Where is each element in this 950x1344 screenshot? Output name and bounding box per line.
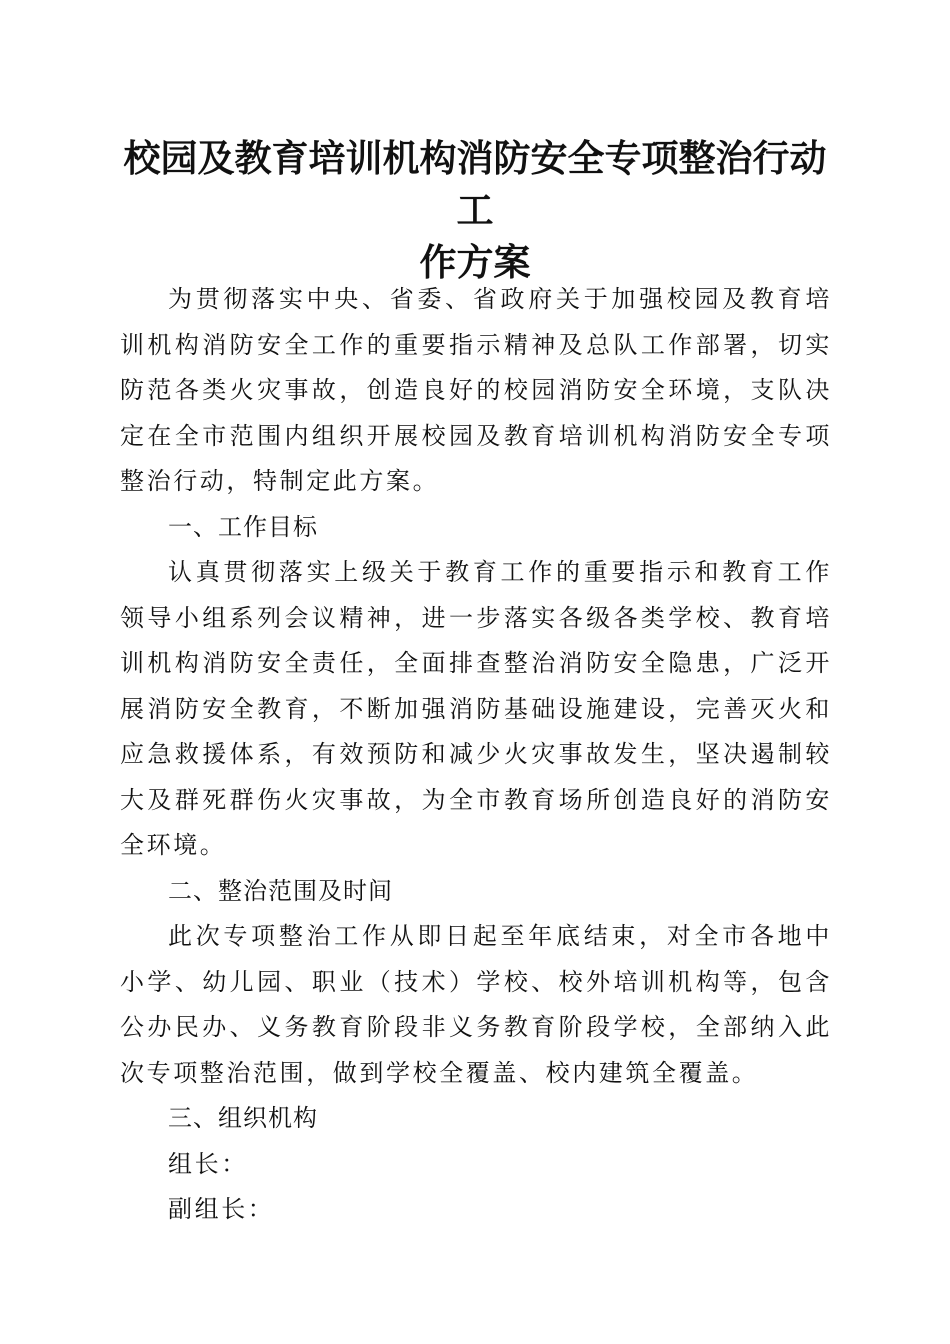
section-heading-organization: 三、组织机构 [168,1104,318,1132]
org-line-deputy-leader: 副组长： [168,1195,275,1223]
title-line-1: 校园及教育培训机构消防安全专项整治行动工 [123,136,827,232]
section-text-scope: 此次专项整治工作从即日起至年底结束，对全市各地中小学、幼儿园、职业（技术）学校、校外培训机构等，包含公办民办、义务教育阶段非义务教育阶段学校，全部纳入此次专项整治范围，做到学校全覆盖、校内建筑全覆盖。 [120,922,832,1087]
document-title [110,132,840,288]
title-line-2: 作方案 [419,240,531,284]
section-text-goals: 认真贯彻落实上级关于教育工作的重要指示和教育工作领导小组系列会议精神，进一步落实各级各类学校、教育培训机构消防安全责任，全面排查整治消防安全隐患，广泛开展消防安全教育，不断加强消防基础设施建设，完善灭火和应急救援体系，有效预防和减少火灾事故发生，坚决遏制较大及群死群伤火灾事故，为全市教育场所创造良好的消防安全环境。 [120,558,832,859]
section-heading-scope: 二、整治范围及时间 [168,876,393,905]
intro-paragraph: 为贯彻落实中央、省委、省政府关于加强校园及教育培训机构消防安全工作的重要指示精神及总队工作部署，切实防范各类火灾事故，创造良好的校园消防安全环境，支队决定在全市范围内组织开展校园及教育培训机构消防安全专项整治行动，特制定此方案。 [120,285,832,495]
document-body [120,277,832,1233]
section-heading-goals: 一、工作目标 [168,512,318,541]
org-line-leader: 组长： [168,1149,248,1178]
